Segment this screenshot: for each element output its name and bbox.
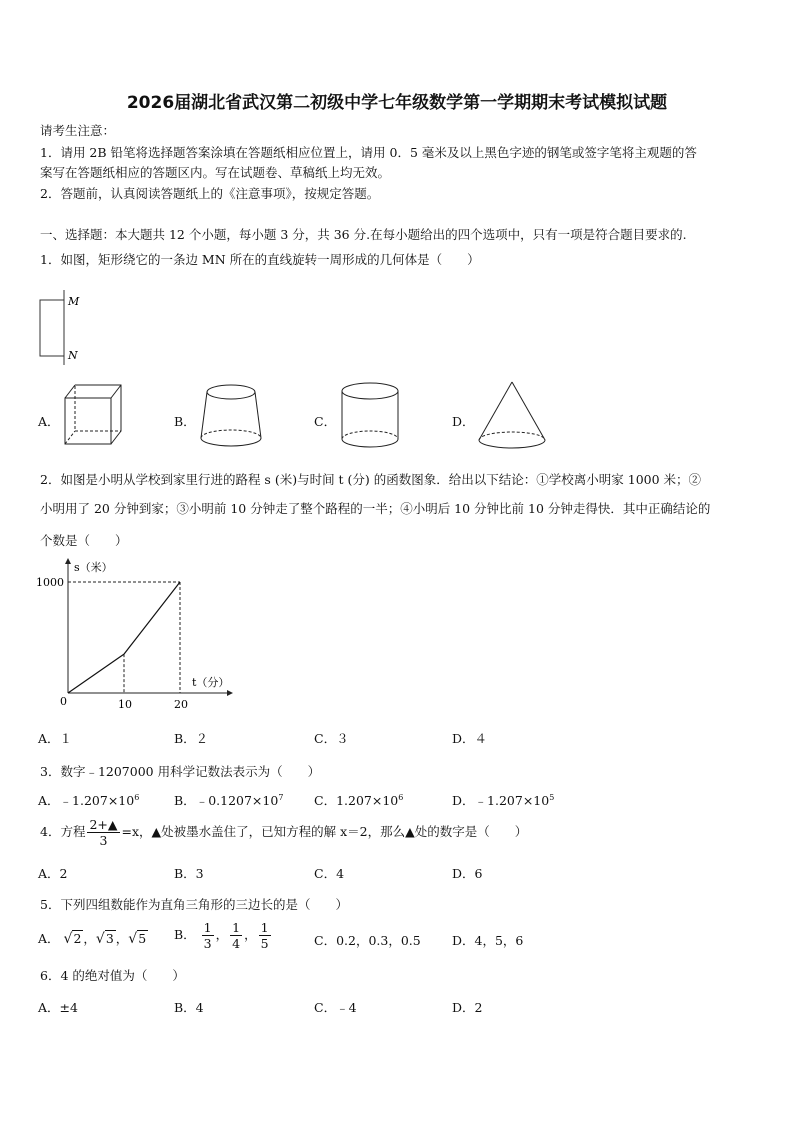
- q6-option-d: D．2: [452, 1000, 483, 1015]
- q3-option-a: A．$﹣1.207\times 10^6$: [38, 792, 140, 808]
- q1-option-b-label: B．: [174, 414, 196, 429]
- q4-prefix: 4．方程: [40, 824, 86, 839]
- q1-option-d-label: D．: [452, 414, 475, 429]
- x-axis-label: t（分）: [192, 676, 230, 689]
- notice-item-1-line-2: 案写在答题纸相应的答题区内。写在试题卷、草稿纸上均无效。: [40, 165, 391, 180]
- q1-option-a-box-figure: [60, 381, 130, 451]
- x-tick-label-20: 20: [174, 698, 188, 711]
- q3-stem: 3．数字﹣1207000 用科学记数法表示为（ ）: [40, 764, 321, 779]
- q2-option-b: B．２: [174, 731, 209, 746]
- q3-option-d: D．$﹣1.207\times 10^5$: [452, 792, 555, 808]
- q3-option-c: C．$1.207\times 10^6$: [314, 792, 404, 808]
- x-tick-label-0: 0: [60, 695, 67, 708]
- rectangle-shape: [40, 300, 64, 356]
- q4-option-c: C．4: [314, 866, 345, 881]
- series-segment-2: [124, 582, 180, 654]
- q4-option-b: B．3: [174, 866, 204, 881]
- series-segment-1: [68, 654, 124, 693]
- label-n: N: [68, 349, 78, 362]
- q2-option-d: D．４: [452, 731, 488, 746]
- q2-option-a: A．１: [38, 731, 73, 746]
- label-m: M: [68, 295, 80, 308]
- q4-option-a: A．2: [38, 866, 68, 881]
- q1-option-c-label: C．: [314, 414, 337, 429]
- q1-option-b-frustum-figure: [197, 381, 267, 453]
- q2-stem-line-3: 个数是（ ）: [40, 533, 128, 548]
- q2-distance-time-chart: [30, 555, 250, 717]
- page-title: 2026届湖北省武汉第二初级中学七年级数学第一学期期末考试模拟试题: [126, 93, 668, 113]
- y-tick-label-1000: 1000: [36, 576, 64, 589]
- q1-rectangle-figure: [34, 290, 84, 365]
- q5-option-b: B． $\frac{1}{3}$ ， $\frac{1}{4}$ ， $\frac{1}{5}$: [174, 920, 269, 951]
- q6-option-a: A．±4: [38, 1000, 78, 1015]
- q6-option-b: B．4: [174, 1000, 204, 1015]
- q5-stem: 5．下列四组数能作为直角三角形的三边长的是（ ）: [40, 897, 348, 912]
- q6-option-c: C．﹣4: [314, 1000, 357, 1015]
- q1-stem: 1．如图，矩形绕它的一条边 MN 所在的直线旋转一周形成的几何体是（ ）: [40, 252, 480, 267]
- q2-stem-line-1: 2．如图是小明从学校到家里行进的路程 s (米)与时间 t (分) 的函数图象．给出以下结论：①学校离小明家 1000 米；②: [40, 472, 702, 487]
- q1-option-a-label: A．: [38, 414, 60, 429]
- q1-option-d-cone-figure: [475, 378, 551, 456]
- q3-option-b: B．$﹣0.1207\times 10^7$: [174, 792, 284, 808]
- x-tick-label-10: 10: [118, 698, 132, 711]
- q4-option-d: D．6: [452, 866, 483, 881]
- notice-heading: 请考生注意：: [40, 123, 116, 138]
- q5-option-a: A． √2 ，√3 ，√5: [38, 931, 147, 947]
- y-axis-label: s（米）: [74, 561, 113, 574]
- q2-option-c: C．３: [314, 731, 349, 746]
- q4-fraction: $\frac{2+▲}{3}$: [89, 817, 118, 848]
- q1-option-c-cylinder-figure: [336, 379, 406, 455]
- notice-item-2: 2．答题前，认真阅读答题纸上的《注意事项》，按规定答题。: [40, 186, 380, 201]
- q4-stem: [40, 817, 527, 848]
- q2-stem-line-2: 小明用了 20 分钟到家；③小明前 10 分钟走了整个路程的一半；④小明后 10 分钟比前 10 分钟走得快．其中正确结论的: [40, 501, 711, 516]
- notice-item-1-line-1: 1．请用 2B 铅笔将选择题答案涂填在答题纸相应位置上，请用 0．5 毫米及以上黑色字迹的钢笔或签字笔将主观题的答: [40, 145, 697, 160]
- q6-stem: 6．4 的绝对值为（ ）: [40, 968, 185, 983]
- q4-suffix: =x，▲处被墨水盖住了，已知方程的解 x＝2，那么▲处的数字是（ ）: [121, 824, 528, 839]
- section-heading: 一、选择题：本大题共 12 个小题，每小题 3 分，共 36 分.在每小题给出的四个选项中，只有一项是符合题目要求的.: [40, 227, 687, 242]
- q5-option-d: D．4，5，6: [452, 933, 524, 948]
- q5-option-c: C．0.2，0.3，0.5: [314, 933, 421, 948]
